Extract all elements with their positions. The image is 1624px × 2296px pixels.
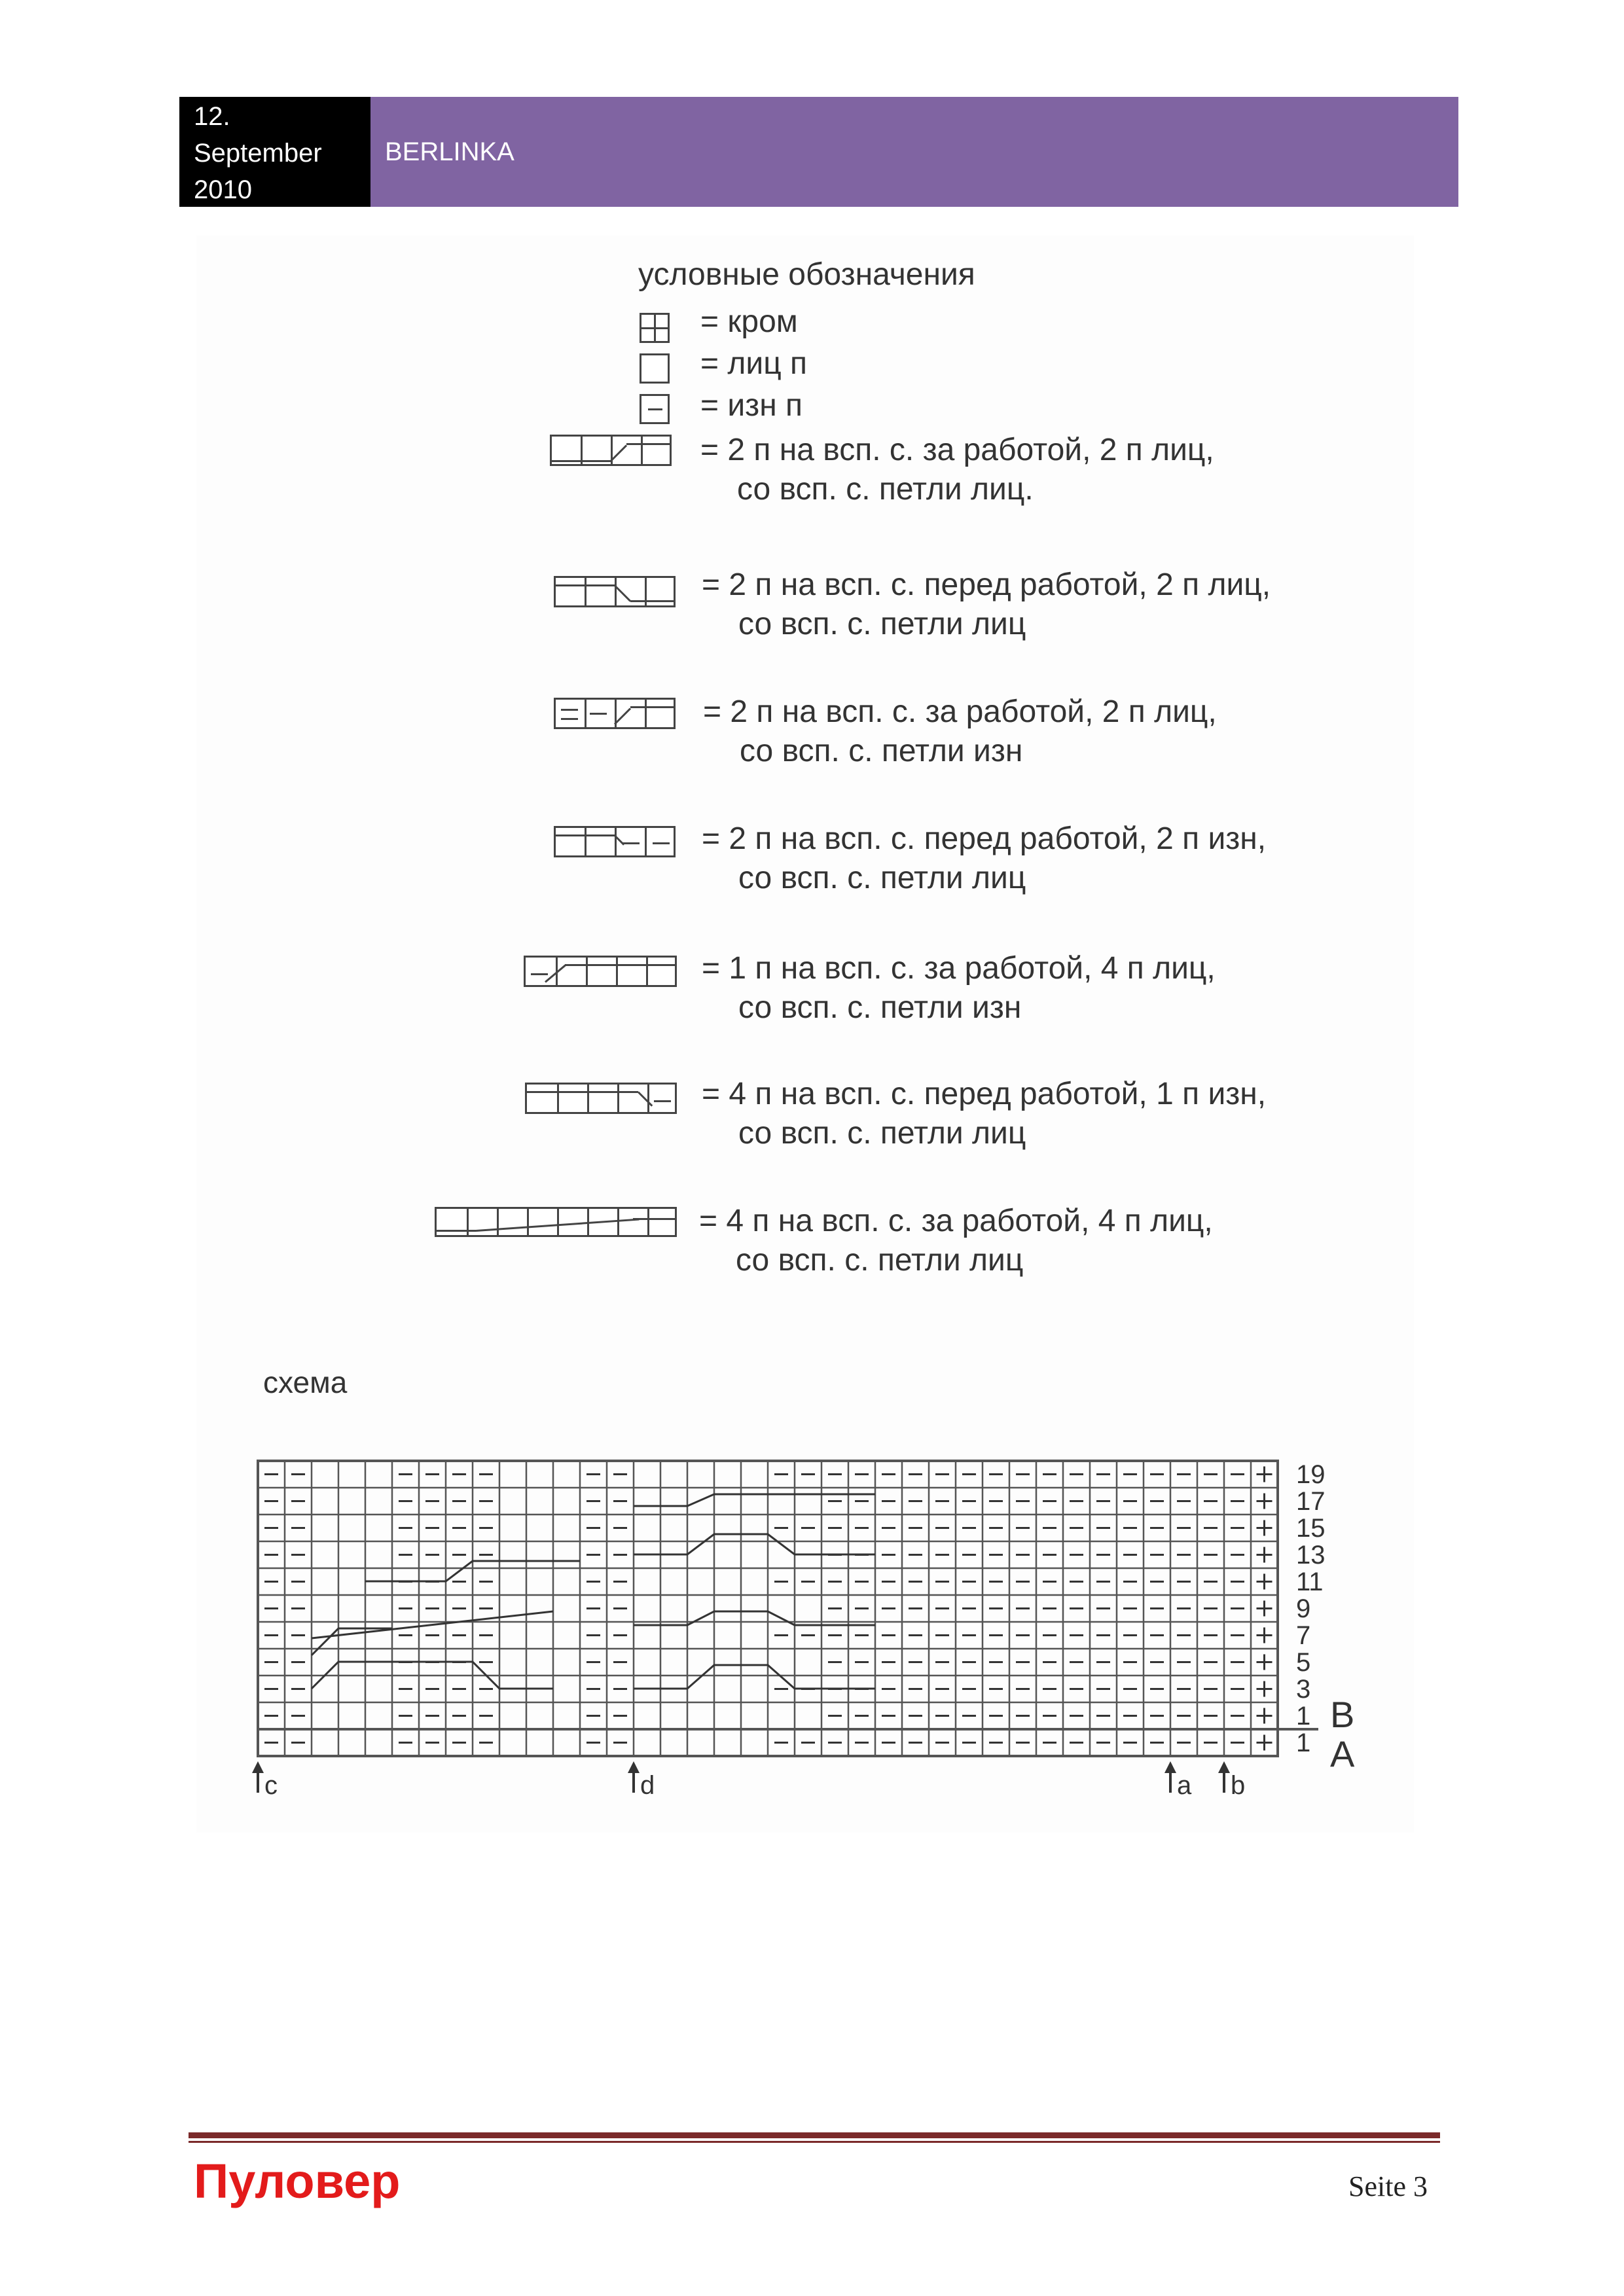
legend-text-cont: со всп. с. петли лиц (738, 861, 1026, 895)
row-number: 3 (1296, 1675, 1311, 1704)
footer-rule (189, 2132, 1440, 2138)
legend-item-knit (700, 344, 807, 384)
header-date-block (179, 97, 370, 207)
row-number: 11 (1296, 1568, 1324, 1596)
row-number: 19 (1296, 1460, 1326, 1489)
legend-text-cont: со всп. с. петли лиц (736, 1243, 1024, 1278)
legend-text: = 1 п на всп. с. за работой, 4 п лиц, (702, 951, 1216, 986)
legend-item-cable-5 (702, 949, 1216, 1028)
purl-symbol-icon (640, 394, 670, 424)
row-number: 7 (1296, 1621, 1311, 1650)
cable-4-4-back-knit-icon (435, 1207, 677, 1237)
arrow-head-icon (1218, 1761, 1230, 1773)
cable-line (634, 1611, 875, 1625)
legend-text: = изн п (700, 388, 803, 423)
header-brand-bar (370, 97, 1458, 207)
legend-item-purl (700, 386, 803, 425)
cable-2-2-front-purl-icon (554, 826, 676, 857)
section-label: A (1330, 1733, 1355, 1774)
footer-title: Пуловер (194, 2154, 401, 2208)
row-number: 15 (1296, 1514, 1326, 1543)
cable-line (634, 1665, 875, 1689)
header-date-year: 2010 (194, 175, 252, 204)
arrow-head-icon (1164, 1761, 1176, 1773)
cable-line (634, 1534, 875, 1554)
legend-item-cable-3 (703, 692, 1217, 771)
knit-symbol-icon (640, 353, 670, 384)
row-number: 13 (1296, 1541, 1326, 1570)
legend-text: = 2 п на всп. с. перед работой, 2 п изн, (702, 821, 1267, 856)
header-date-month: September (194, 139, 322, 168)
cable-4-1-front-purl-icon (525, 1083, 677, 1114)
legend-title: условные обозначения (638, 257, 975, 292)
legend-item-cable-7 (699, 1202, 1213, 1280)
arrow-label: a (1177, 1771, 1192, 1800)
arrow-head-icon (628, 1761, 640, 1773)
legend-text: = 2 п на всп. с. за работой, 2 п лиц, (700, 433, 1214, 467)
legend-item-cable-2 (702, 565, 1271, 644)
selvage-symbol-icon (640, 313, 670, 343)
row-number: 1 (1296, 1729, 1311, 1757)
cable-line (312, 1628, 392, 1655)
section-label: B (1330, 1694, 1355, 1735)
footer-rule-thin (189, 2141, 1440, 2143)
cable-2-2-back-knit-icon (550, 435, 672, 466)
cable-1-4-back-purl-icon (524, 956, 677, 987)
arrow-head-icon (252, 1761, 264, 1773)
legend-text: = 2 п на всп. с. за работой, 2 п лиц, (703, 694, 1217, 729)
row-number: 1 (1296, 1702, 1311, 1731)
legend-item-cable-6 (702, 1075, 1266, 1153)
arrow-label: c (264, 1771, 278, 1800)
row-number: 5 (1296, 1648, 1311, 1677)
row-number: 9 (1296, 1594, 1311, 1623)
knitting-chart (229, 1433, 1355, 1813)
legend-text-cont: со всп. с. петли изн (740, 734, 1023, 768)
legend-text-cont: со всп. с. петли изн (738, 990, 1022, 1025)
cable-2-2-front-knit-icon (554, 576, 676, 607)
legend-text-cont: со всп. с. петли лиц. (737, 472, 1034, 507)
cable-line (312, 1611, 553, 1638)
row-number: 17 (1296, 1487, 1326, 1516)
legend-text: = лиц п (700, 346, 808, 381)
legend-item-cable-4 (702, 819, 1266, 898)
footer-page-number: Seite 3 (1348, 2170, 1428, 2202)
arrow-label: b (1231, 1771, 1246, 1800)
legend-text-cont: со всп. с. петли лиц (738, 607, 1026, 641)
legend-item-selvage (700, 302, 798, 342)
arrow-label: d (640, 1771, 655, 1800)
legend-item-cable-1 (700, 431, 1214, 509)
legend-text: = 2 п на всп. с. перед работой, 2 п лиц, (702, 567, 1271, 602)
header-date-day: 12. (194, 102, 230, 131)
schema-title: схема (263, 1365, 348, 1399)
cable-2-2-back-purl-icon (554, 698, 676, 729)
legend-text: = кром (700, 304, 798, 339)
legend-text: = 4 п на всп. с. перед работой, 1 п изн, (702, 1077, 1267, 1111)
legend-text: = 4 п на всп. с. за работой, 4 п лиц, (699, 1204, 1213, 1238)
header-brand: BERLINKA (385, 137, 514, 166)
legend-text-cont: со всп. с. петли лиц (738, 1116, 1026, 1151)
